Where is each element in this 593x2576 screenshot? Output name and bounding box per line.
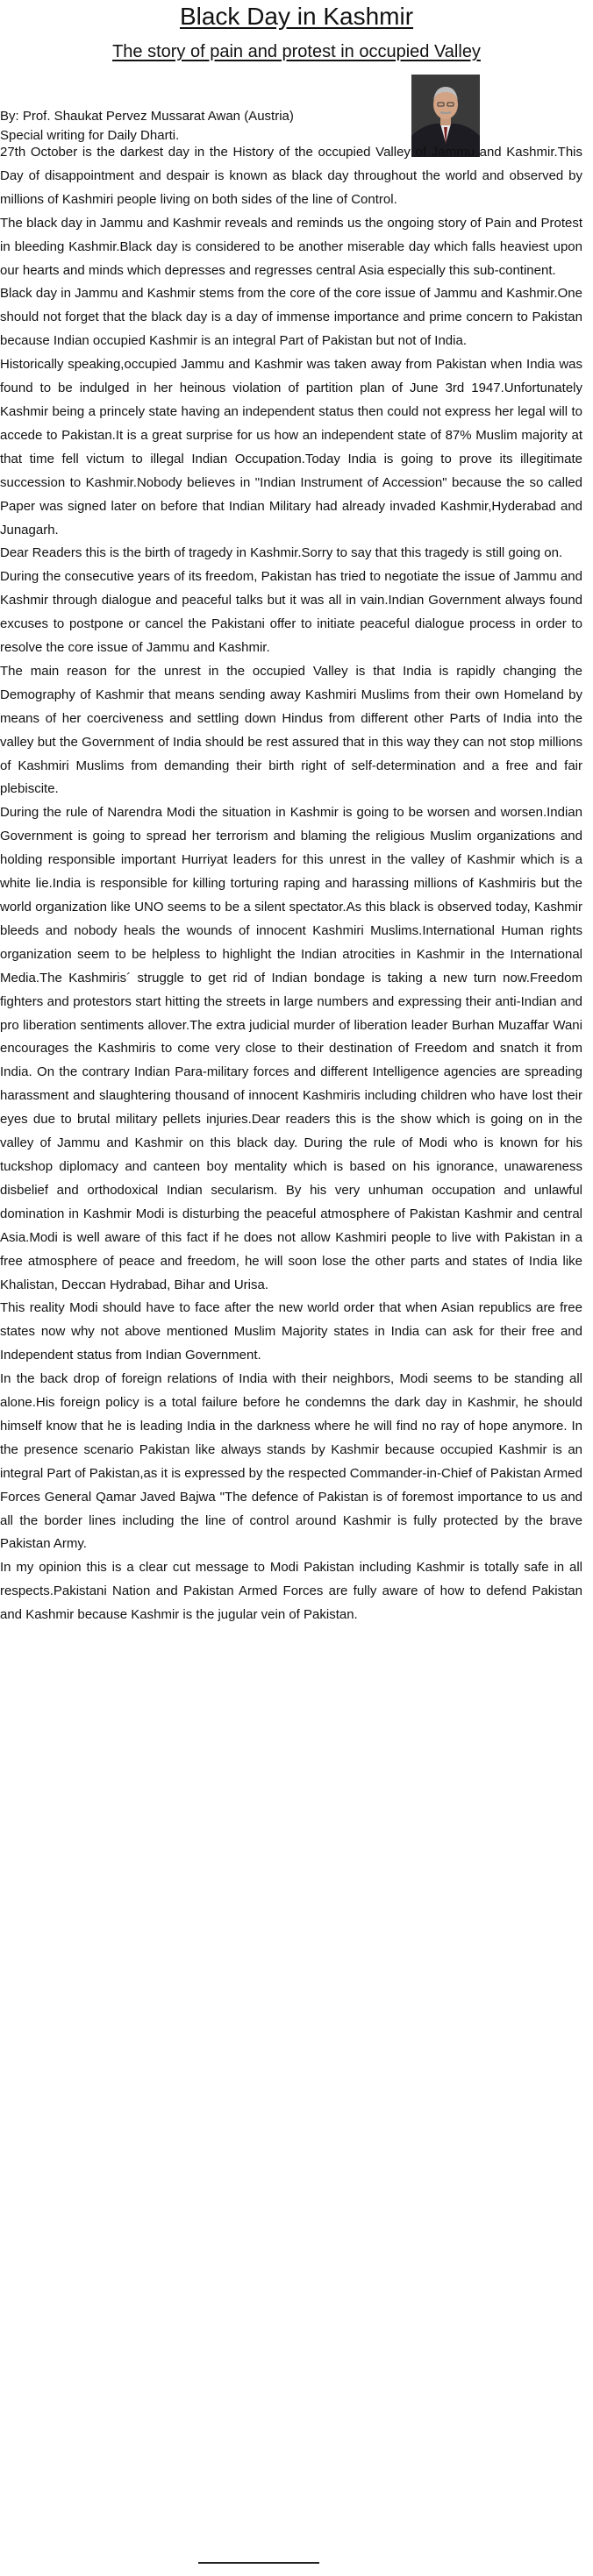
article-title [0, 2, 593, 32]
author-line: By: Prof. Shaukat Pervez Mussarat Awan (Austria) [0, 109, 294, 124]
byline [0, 107, 412, 146]
paragraph: In the back drop of foreign relations of India with their neighbors, Modi seems to be standing all alone.His foreign policy is a total failure before he condemns the dark day in Kashmir, he should himself know that he is leading India in the darkness where he will find no ray of hope anymore. In the presence scenario Pakistan like always stands by Kashmir because occupied Kashmir is an integral Part of Pakistan,as it is expressed by the respected Commander-in-Chief of Pakistan Armed Forces General Qamar Javed Bajwa "The defence of Pakistan is of foremost importance to us and all the border lines including the line of control around Kashmir is fully protected by the brave Pakistan Army. [0, 1371, 582, 1552]
paragraph: 27th October is the darkest day in the History of the occupied Valley of Jammu and Kashmir.This Day of disappointment and despair is known as black day throughout the world and observed by millions of Kashmiri people living on both sides of the line of Control. [0, 145, 582, 207]
paragraph: During the consecutive years of its freedom, Pakistan has tried to negotiate the issue of Jammu and Kashmir through dialogue and peaceful talks but it was all in vain.Indian Government always found excuses to postpone or cancel the Pakistani offer to initiate peaceful dialogue process in order to resolve the core issue of Jammu and Kashmir. [0, 569, 582, 656]
paragraph: Dear Readers this is the birth of tragedy in Kashmir.Sorry to say that this tragedy is still going on. [0, 545, 563, 561]
article-body [0, 141, 582, 1627]
article-subtitle [0, 40, 593, 63]
paragraph: The main reason for the unrest in the occupied Valley is that India is rapidly changing the Demography of Kashmir that means sending away Kashmiri Muslims from their own Homeland by means of her coerciveness and settling down Hindus from different other Parts of India into the valley but the Government of India should be rest assured that in this way they can not stop millions of Kashmiri Muslims from demanding their birth right of self-determination and a free and fair plebiscite. [0, 663, 582, 797]
paragraph: Historically speaking,occupied Jammu and Kashmir was taken away from Pakistan when India was found to be indulged in her heinous violation of partition plan of June 3rd 1947.Unfortunately Kashmir being a princely state having an independent status then could not express her legal will to accede to Pakistan.It is a great surprise for us how an independent state of 87% Muslim majority at that time fell victum to illegal Indian Occupation.Today India is going to prove its illegitimate succession to Kashmir.Nobody believes in "Indian Instrument of Accession" because the so called Paper was signed later on before that Indian Military had already invaded Kashmir,Hyderabad and Junagarh. [0, 357, 582, 537]
paragraph: The black day in Jammu and Kashmir reveals and reminds us the ongoing story of Pain and Protest in bleeding Kashmir.Black day is considered to be another miserable day which falls heaviest upon our hearts and minds which depresses and regresses central Asia especially this sub-continent. [0, 215, 582, 278]
article-subtitle-text: The story of pain and protest in occupied Valley [112, 42, 481, 61]
end-divider [198, 2562, 319, 2564]
paragraph: Black day in Jammu and Kashmir stems from the core of the core issue of Jammu and Kashmir.One should not forget that the black day is a day of immense importance and prime concern to Pakistan because Indian occupied Kashmir is an integral Part of Pakistan but not of India. [0, 286, 582, 349]
publication-note: Special writing for Daily Dharti. [0, 128, 180, 143]
paragraph: This reality Modi should have to face after the new world order that when Asian republics are free states now why not above mentioned Muslim Majority states in India can ask for their free and Independent status from Indian Government. [0, 1300, 582, 1363]
paragraph: In my opinion this is a clear cut message to Modi Pakistan including Kashmir is totally safe in all respects.Pakistani Nation and Pakistan Armed Forces are fully aware of how to defend Pakistan and Kashmir because Kashmir is the jugular vein of Pakistan. [0, 1560, 582, 1623]
article-title-text: Black Day in Kashmir [179, 3, 414, 30]
paragraph: During the rule of Narendra Modi the situation in Kashmir is going to be worsen and worsen.Indian Government is going to spread her terrorism and blaming the religious Muslim organizations and holding responsible important Hurriyat leaders for this unrest in the valley of Kashmir which is a white lie.India is responsible for killing torturing raping and harassing millions of Kashmiris but the world organization like UNO seems to be a silent spectator.As this black is observed today, Kashmir bleeds and nobody heals the wounds of innocent Kashmiri Muslims.International Human rights organization seem to be helpless to highlight the Indian atrocities in Kashmir in the International Media.The Kashmiris´ struggle to get rid of Indian bondage is taking a new turn now.Freedom fighters and protestors start hitting the streets in large numbers and expressing their anti-Indian and pro liberation sentiments allover.The extra judicial murder of liberation leader Burhan Muzaffar Wani encourages the Kashmiris to come very close to their destination of Freedom and snatch it from India. On the contrary Indian Para-military forces and different Intelligence agencies are spreading harassment and slaughtering thousand of innocent Kashmiris including children who have lost their eyes due to brutal military pellets injuries.Dear readers this is the show which is going on in the valley of Jammu and Kashmir on this black day. During the rule of Modi who is known for his tuckshop diplomacy and canteen boy mentality which is based on his ignorance, unawareness disbelief and orthodoxical Indian secularism. By his very unhuman occupation and unlawful domination in Kashmir Modi is disturbing the peaceful atmosphere of Pakistan Kashmir and central Asia.Modi is well aware of this fact if he does not allow Kashmiri people to live with Pakistan in a free atmosphere of peace and freedom, he will soon lose the other parts and states of India like Khalistan, Deccan Hydrabad, Bihar and Urisa. [0, 805, 582, 1292]
